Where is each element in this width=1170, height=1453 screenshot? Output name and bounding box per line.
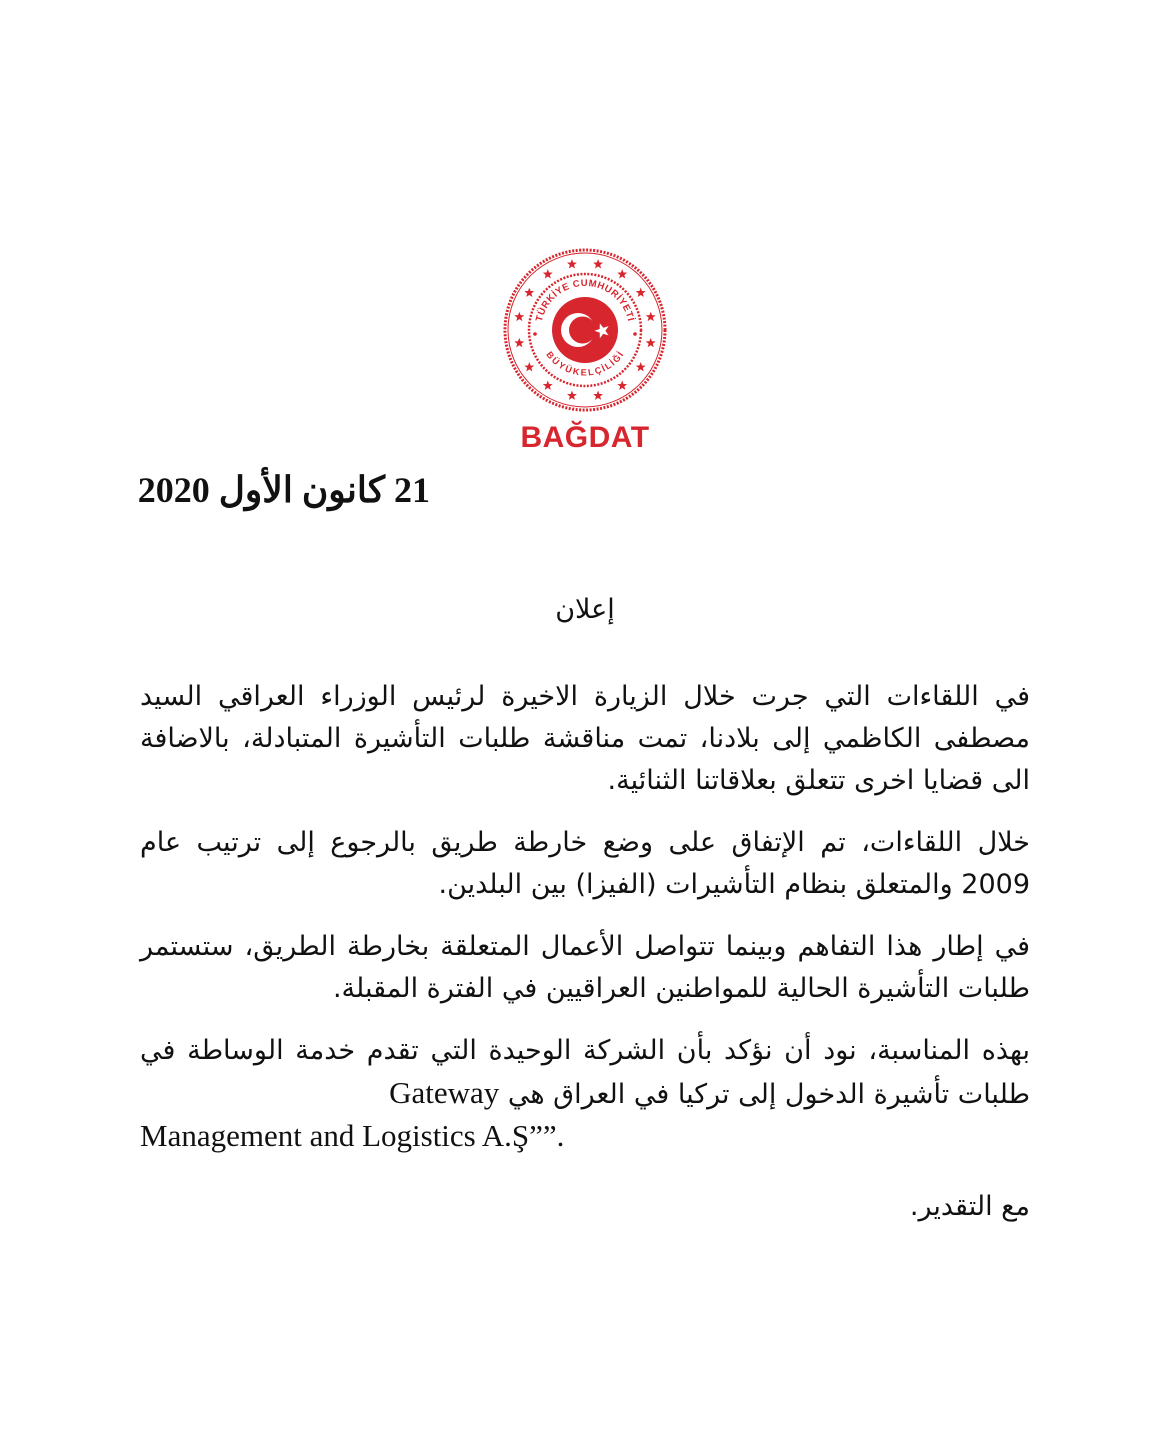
seal-star-icon: [567, 259, 577, 268]
paragraph-2: خلال اللقاءات، تم الإتفاق على وضع خارطة طريق بالرجوع إلى ترتيب عام 2009 والمتعلق بنظام التأشيرات (الفيزا) بين البلدين.: [140, 827, 1030, 900]
seal-star-icon: [646, 338, 656, 347]
seal-star-icon: [593, 391, 603, 400]
seal-star-icon: [514, 312, 524, 321]
embassy-seal: [501, 246, 669, 414]
paragraph-1: في اللقاءات التي جرت خلال الزيارة الاخيرة لرئيس الوزراء العراقي السيد مصطفى الكاظمي إلى بلادنا، تمت مناقشة طلبات التأشيرة المتبادلة، بالاضافة الى قضايا اخرى تتعلق بعلاقاتنا الثنائية.: [140, 681, 1030, 796]
seal-star-icon: [524, 288, 534, 297]
seal-star-icon: [646, 312, 656, 321]
embassy-name-top-arc: TÜRKİYE CUMHURİYETİ: [533, 277, 637, 323]
document-heading: إعلان: [555, 594, 615, 625]
seal-star-icon: [636, 288, 646, 297]
seal-star-icon: [567, 391, 577, 400]
seal-star-icon: [543, 269, 553, 278]
paragraph-4-arabic: بهذه المناسبة، نود أن نؤكد بأن الشركة الوحيدة التي تقدم خدمة الوساطة في طلبات تأشيرة الدخول إلى تركيا في العراق هي: [140, 1035, 1030, 1110]
seal-star-icon: [636, 362, 646, 371]
paragraph-4: [140, 1030, 1030, 1156]
document-body: [140, 676, 1030, 1228]
company-name-first-word: Gateway: [389, 1075, 500, 1110]
closing-line: مع التقدير.: [909, 1191, 1030, 1222]
seal-star-icon: [514, 338, 524, 347]
embassy-name-bottom-arc: BÜYÜKELÇİLİĞİ: [544, 349, 626, 378]
seal-star-icon: [593, 259, 603, 268]
seal-star-icon: [524, 362, 534, 371]
seal-star-icon: [617, 269, 627, 278]
company-name-rest: Management and Logistics A.Ş””.: [140, 1118, 565, 1153]
paragraph-3: في إطار هذا التفاهم وبينما تتواصل الأعمال المتعلقة بخارطة الطريق، ستستمر طلبات التأشيرة الحالية للمواطنين العراقيين في الفترة المقبلة.: [140, 931, 1030, 1004]
city-name: BAĞDAT: [520, 421, 650, 454]
crescent-and-star-icon: [501, 246, 669, 414]
seal-star-icon: [617, 381, 627, 390]
seal-star-icon: [543, 381, 553, 390]
document-date: 21 كانون الأول 2020: [137, 470, 430, 510]
